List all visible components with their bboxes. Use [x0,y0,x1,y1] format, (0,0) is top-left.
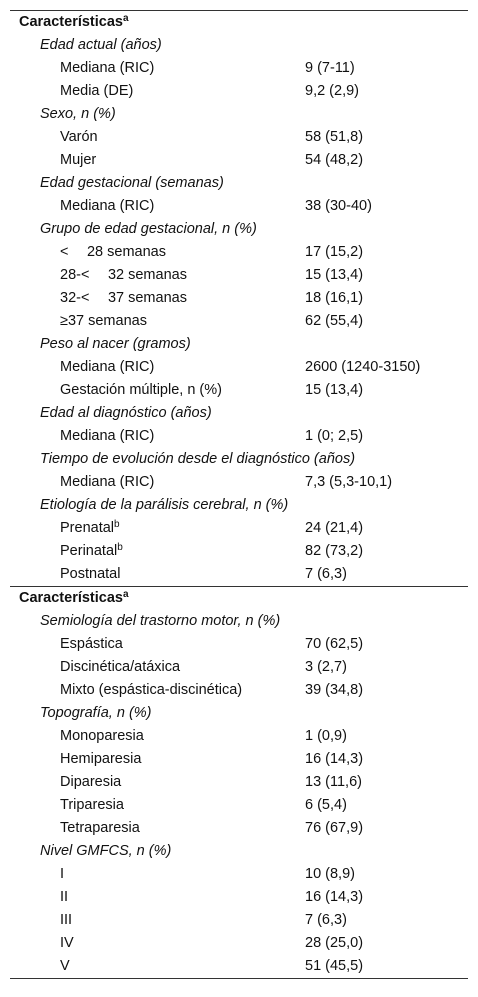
row-label-text: Mixto (espástica-discinética) [60,682,243,698]
row-label [60,889,68,906]
row-value: 1 (0; 2,5) [305,428,364,444]
table-row [10,195,468,218]
table-row [10,471,468,494]
row-value: 51 (45,5) [305,958,364,974]
table-row [10,126,468,149]
row-label-text: Espástica [60,636,123,652]
row-label [60,83,133,100]
row-value: 16 (14,3) [305,889,364,905]
row-value: 39 (34,8) [305,682,364,698]
row-label [60,866,64,883]
row-label-text: Mediana (RIC) [60,474,155,490]
table-row [10,817,468,840]
row-label [60,912,72,929]
group-label: Sexo, n (%) [40,106,116,122]
table-row [10,563,468,586]
table-row [10,517,468,540]
row-value: 13 (11,6) [305,774,362,790]
row-label-text: Varón [60,129,98,145]
group-header-row [10,610,468,633]
row-value: 15 (13,4) [305,382,364,398]
characteristics-table [10,10,468,979]
table-row [10,771,468,794]
table-row [10,633,468,656]
row-value: 18 (16,1) [305,290,364,306]
row-value: 76 (67,9) [305,820,364,836]
row-label-text: Triparesia [60,797,124,813]
row-value: 10 (8,9) [305,866,355,882]
row-value: 58 (51,8) [305,129,364,145]
row-value: 54 (48,2) [305,152,364,168]
row-label-text: Media (DE) [60,83,134,99]
row-label [60,520,120,537]
row-label [60,797,124,814]
row-label-text: Perinatal [60,543,118,559]
group-label: Topografía, n (%) [40,705,152,721]
row-label-text: Mediana (RIC) [60,428,155,444]
row-label [60,428,154,445]
row-label [60,290,187,307]
row-label-text: IV [60,935,74,951]
row-label [60,774,121,791]
group-header-row [10,702,468,725]
row-label [60,244,166,261]
row-label-text: Monoparesia [60,728,144,744]
table-row [10,149,468,172]
row-label [60,636,123,653]
row-label [60,659,180,676]
row-label [60,129,98,146]
row-value: 38 (30-40) [305,198,372,214]
row-label-text: Prenatal [60,520,115,536]
row-value: 2600 (1240-3150) [305,359,421,375]
row-label [60,682,242,699]
row-label-text: I [60,866,65,882]
table-row [10,863,468,886]
group-label: Edad gestacional (semanas) [40,175,224,191]
table-row [10,955,468,978]
table-row [10,379,468,402]
section-header-row [10,586,468,610]
table-row [10,264,468,287]
row-value: 3 (2,7) [305,659,347,675]
table-row [10,932,468,955]
table-row [10,540,468,563]
section-title-text: Características [19,590,123,606]
table-row [10,679,468,702]
row-value: 24 (21,4) [305,520,364,536]
row-label-text: Hemiparesia [60,751,142,767]
row-value: 7,3 (5,3-10,1) [305,474,393,490]
row-value: 70 (62,5) [305,636,364,652]
table-row [10,287,468,310]
footnote-marker: b [117,542,123,553]
row-label-text: 28-< 32 semanas [60,267,187,283]
row-value: 62 (55,4) [305,313,364,329]
row-value: 16 (14,3) [305,751,364,767]
group-header-row [10,494,468,517]
group-header-row [10,172,468,195]
table-row [10,57,468,80]
row-label [60,728,144,745]
section-header-row [10,11,468,34]
row-value: 17 (15,2) [305,244,364,260]
table-row [10,886,468,909]
row-label [60,313,147,330]
table-row [10,656,468,679]
row-label-text: II [60,889,69,905]
group-header-row [10,333,468,356]
table-row [10,725,468,748]
row-label-text: Mediana (RIC) [60,198,155,214]
row-label-text: Gestación múltiple, n (%) [60,382,222,398]
row-label-text: V [60,958,70,974]
group-header-row [10,34,468,57]
table-row [10,310,468,333]
group-header-row [10,448,468,471]
row-label [60,267,187,284]
row-label-text: Discinética/atáxica [60,659,181,675]
table-row [10,425,468,448]
group-label: Tiempo de evolución desde el diagnóstico (años) [40,451,356,467]
row-label-text: III [60,912,73,928]
group-label: Semiología del trastorno motor, n (%) [40,613,281,629]
row-value: 7 (6,3) [305,566,347,582]
row-value: 9,2 (2,9) [305,83,359,99]
footnote-marker: b [114,519,120,530]
row-label [60,359,154,376]
table-row [10,241,468,264]
group-label: Peso al nacer (gramos) [40,336,191,352]
row-label-text: ≥37 semanas [60,313,147,329]
row-label-text: Postnatal [60,566,121,582]
row-label [60,198,154,215]
row-value: 15 (13,4) [305,267,364,283]
table-row [10,356,468,379]
row-value: 6 (5,4) [305,797,347,813]
row-value: 82 (73,2) [305,543,364,559]
row-label-text: Mediana (RIC) [60,359,155,375]
row-label [60,566,120,583]
row-label [60,382,222,399]
row-value: 1 (0,9) [305,728,347,744]
row-label [60,474,154,491]
row-value: 9 (7-11) [305,60,355,76]
row-label-text: Diparesia [60,774,122,790]
row-label [60,751,141,768]
row-label-text: < 28 semanas [60,244,166,260]
row-label-text: Mujer [60,152,97,168]
row-value: 7 (6,3) [305,912,347,928]
section-title [19,14,129,31]
group-label: Edad actual (años) [40,37,162,53]
footnote-marker: a [123,13,129,24]
row-label [60,935,74,952]
table-row [10,80,468,103]
row-label-text: Tetraparesia [60,820,140,836]
row-label-text: Mediana (RIC) [60,60,155,76]
row-label-text: 32-< 37 semanas [60,290,187,306]
footnote-marker: a [123,589,129,600]
row-value: 28 (25,0) [305,935,364,951]
section-title-text: Características [19,14,123,30]
row-label [60,958,70,975]
group-header-row [10,103,468,126]
row-label [60,60,154,77]
group-label: Grupo de edad gestacional, n (%) [40,221,257,237]
section-title [19,590,129,607]
row-label [60,820,140,837]
table-row [10,909,468,932]
group-label: Edad al diagnóstico (años) [40,405,212,421]
table-row [10,748,468,771]
row-label [60,152,96,169]
group-header-row [10,402,468,425]
group-header-row [10,840,468,863]
row-label [60,543,123,560]
table-row [10,794,468,817]
group-label: Nivel GMFCS, n (%) [40,843,172,859]
group-header-row [10,218,468,241]
group-label: Etiología de la parálisis cerebral, n (%) [40,497,289,513]
